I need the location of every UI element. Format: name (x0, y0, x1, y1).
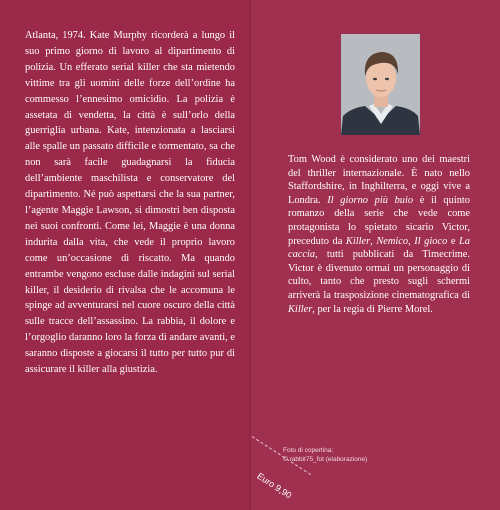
price-label: Euro 9,90 (255, 470, 294, 501)
credit-value: © rabbit75_fot (elaborazione) (283, 456, 368, 463)
author-photo (341, 34, 420, 135)
synopsis-text: Atlanta, 1974. Kate Murphy ricorderà a lungo il suo primo giorno di lavoro al dipartimento di polizia. Un efferato serial killer che sta mietendo vittime tra gli uomini delle forze dell’ordine ha commesso l’ennesimo omicidio. La polizia è assetata di vendetta, la città è sull’orlo della guerriglia urbana. Kate, intenzionata a lasciarsi alle spalle un passato difficile e tormentato, sa che non sarà facile guadagnarsi la fiducia dell’ambiente maschilista e conservatore del dipartimento. Né può aspettarsi che la sua partner, l’agente Maggie Lawson, si dimostri ben disposta nei suoi confronti. Come lei, Maggie è una donna indurita dalla vita, che vede il proprio lavoro come un’occasione di riscatto. Ma quando entrambe vengono escluse dalle indagini sul serial killer, il desiderio di rivalsa che le accomuna le spinge ad avventurarsi nel cuore oscuro della città sulle tracce dell’assassino. La rabbia, il dolore e l’orgoglio daranno loro la forza di andare avanti, e saranno disposte a giocarsi il tutto per tutto pur di assicurare il killer alla giustizia. (25, 30, 235, 376)
author-portrait-image (341, 34, 420, 135)
credit-label: Foto di copertina: (283, 447, 334, 454)
cover-photo-credit (283, 446, 443, 464)
fold-line (249, 0, 251, 510)
author-bio: Tom Wood è considerato uno dei maestri del thriller internazionale. È nato nello Staffordshire, in Inghilterra, e oggi vive a Londra. Il giorno più buio è il quinto romanzo della serie che vede come protagonista lo spietato sicario Victor, preceduto da Killer, Nemico, Il gioco e La caccia, tutti pubblicati da Timecrime. Victor è divenuto ormai un personaggio di culto, tanto che presto sugli schermi arriverà la trasposizione cinematografica di Killer, per la regia di Pierre Morel. (288, 154, 471, 315)
